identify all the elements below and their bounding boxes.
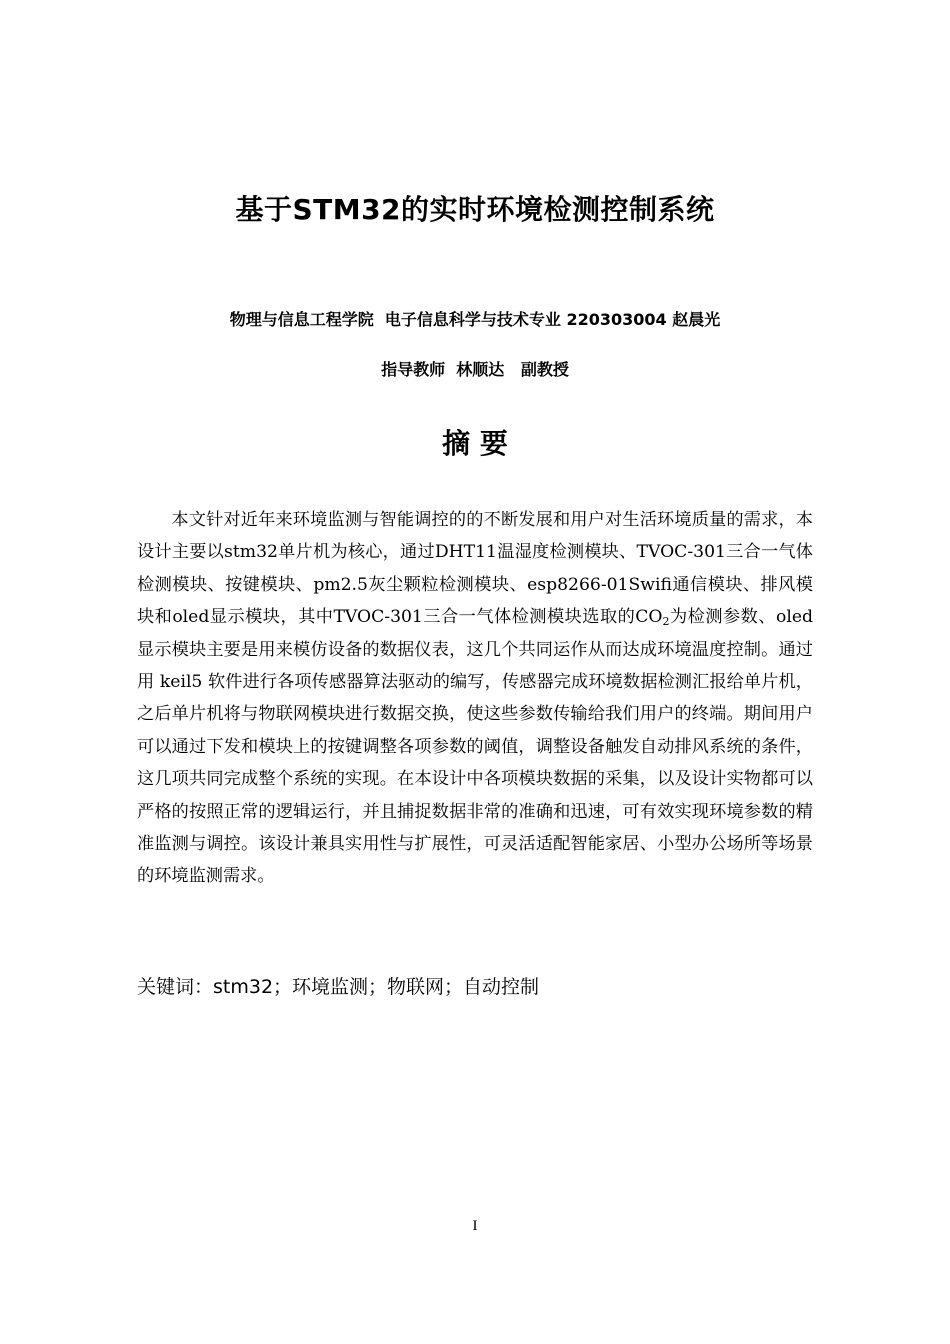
advisor-line: 指导教师 林顺达 副教授: [381, 360, 569, 379]
keywords-line: [137, 972, 539, 1002]
abstract-text-part1: 本文针对近年来环境监测与智能调控的的不断发展和用户对生活环境质量的需求，本设计主要以stm32单片机为核心，通过DHT11温湿度检测模块、TVOC-301三合一气体检测模块、按键模块、pm2.5灰尘颗粒检测模块、esp8266-01Swifi通信模块、排风模块和oled显示模块，其中TVOC-301三合一气体检测模块选取的CO: [137, 510, 813, 628]
co2-subscript: 2: [662, 615, 670, 629]
keywords-text: stm32；环境监测；物联网；自动控制: [213, 976, 540, 998]
page-number: I: [472, 1218, 478, 1234]
paper-title: 基于STM32的实时环境检测控制系统: [235, 193, 715, 226]
abstract-text-part2: 为检测参数、oled显示模块主要是用来模仿设备的数据仪表，这几个共同运作从而达成环境温度控制。通过用 keil5 软件进行各项传感器算法驱动的编写，传感器完成环境数据检测汇报给单片机，之后单片机将与物联网模块进行数据交换，使这些参数传输给我们用户的终端。期间用户可以通过下发和模块上的按键调整各项参数的阈值，调整设备触发自动排风系统的条件，这几项共同完成整个系统的实现。在本设计中各项模块数据的采集，以及设计实物都可以严格的按照正常的逻辑运行，并且捕捉数据非常的准确和迅速，可有效实现环境参数的精准监测与调控。该设计兼具实用性与扩展性，可灵活适配智能家居、小型办公场所等场景的环境监测需求。: [137, 607, 813, 887]
keywords-label: 关键词：: [137, 976, 214, 998]
author-affiliation-line: 物理与信息工程学院 电子信息科学与技术专业 220303004 赵晨光: [229, 310, 721, 329]
abstract-heading: 摘 要: [442, 427, 508, 460]
abstract-paragraph: [137, 504, 813, 893]
